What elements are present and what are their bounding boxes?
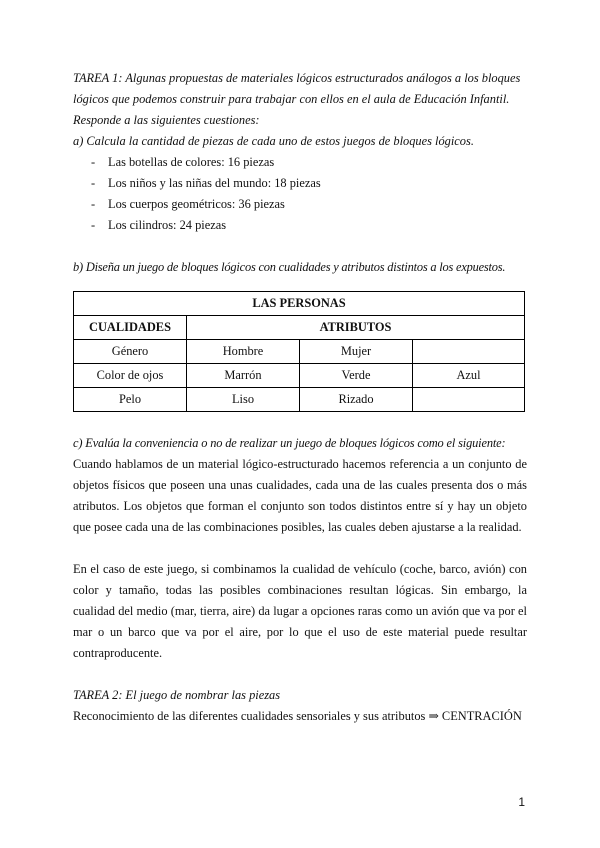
dash-bullet: -: [91, 176, 96, 190]
list-item-text: Las botellas de colores: 16 piezas: [108, 155, 275, 169]
table-row: [74, 364, 525, 388]
spacer: [73, 538, 527, 559]
cell-atributo: Rizado: [300, 388, 413, 412]
list-item: [91, 173, 527, 194]
cell-atributo: Mujer: [300, 340, 413, 364]
paragraph-2: En el caso de este juego, si combinamos la cualidad de vehículo (coche, barco, avión) con color y tamaño, todas las posibles combinaciones resultan lógicas. Sin embargo, la cualidad del medio (mar, tierra, aire) da lugar a opciones raras como un avión que va por el mar o un barco que va por el aire, por lo que el uso de este material puede resultar contraproducente.: [73, 562, 527, 660]
table-row: [74, 340, 525, 364]
question-a: a) Calcula la cantidad de piezas de cada uno de estos juegos de bloques lógicos.: [73, 134, 474, 148]
list-item-text: Los niños y las niñas del mundo: 18 piezas: [108, 176, 321, 190]
cell-atributo: [413, 388, 525, 412]
cell-atributo: Verde: [300, 364, 413, 388]
pieces-list: [73, 152, 527, 236]
dash-bullet: -: [91, 197, 96, 211]
dash-bullet: -: [91, 155, 96, 169]
paragraph-1: Cuando hablamos de un material lógico-estructurado hacemos referencia a un conjunto de objetos físicos que poseen una unas cualidades, cada una de las cuales presenta dos o más atributos. Los objetos que forman el conjunto son todos distintos entre sí y hay un objeto que posee cada una de las combinaciones posibles, las cuales deben ajustarse a la realidad.: [73, 457, 527, 534]
cell-cualidad: Género: [74, 340, 187, 364]
table-row: [74, 388, 525, 412]
cell-atributo: Azul: [413, 364, 525, 388]
list-item-text: Los cuerpos geométricos: 36 piezas: [108, 197, 285, 211]
header-atributos: ATRIBUTOS: [187, 316, 525, 340]
question-c: c) Evalúa la conveniencia o no de realizar un juego de bloques lógicos como el siguiente:: [73, 436, 506, 450]
spacer: [73, 236, 527, 257]
list-item: [91, 215, 527, 236]
list-item: [91, 194, 527, 215]
header-cualidades: CUALIDADES: [74, 316, 187, 340]
table-title-row: [74, 292, 525, 316]
cell-atributo: [413, 340, 525, 364]
tarea1-line-2: lógicos que podemos construir para trabajar con ellos en el aula de Educación Infantil.: [73, 92, 510, 106]
cell-atributo: Hombre: [187, 340, 300, 364]
page-number: 1: [518, 795, 525, 809]
tarea2-line: Reconocimiento de las diferentes cualidades sensoriales y sus atributos ⇒ CENTRACIÓN: [73, 709, 522, 723]
table-title: LAS PERSONAS: [74, 292, 525, 316]
cell-atributo: Marrón: [187, 364, 300, 388]
list-item: [91, 152, 527, 173]
tarea1-line-3: Responde a las siguientes cuestiones:: [73, 113, 260, 127]
cell-atributo: Liso: [187, 388, 300, 412]
spacer: [73, 664, 527, 685]
dash-bullet: -: [91, 218, 96, 232]
document-body: [73, 68, 527, 727]
question-b: b) Diseña un juego de bloques lógicos con cualidades y atributos distintos a los expuestos.: [73, 260, 506, 274]
tarea1-line-1: TAREA 1: Algunas propuestas de materiales lógicos estructurados análogos a los bloques: [73, 71, 521, 85]
cell-cualidad: Pelo: [74, 388, 187, 412]
table-header-row: [74, 316, 525, 340]
personas-table: [73, 291, 525, 412]
cell-cualidad: Color de ojos: [74, 364, 187, 388]
spacer: [73, 422, 527, 433]
list-item-text: Los cilindros: 24 piezas: [108, 218, 227, 232]
tarea2-heading: TAREA 2: El juego de nombrar las piezas: [73, 688, 281, 702]
